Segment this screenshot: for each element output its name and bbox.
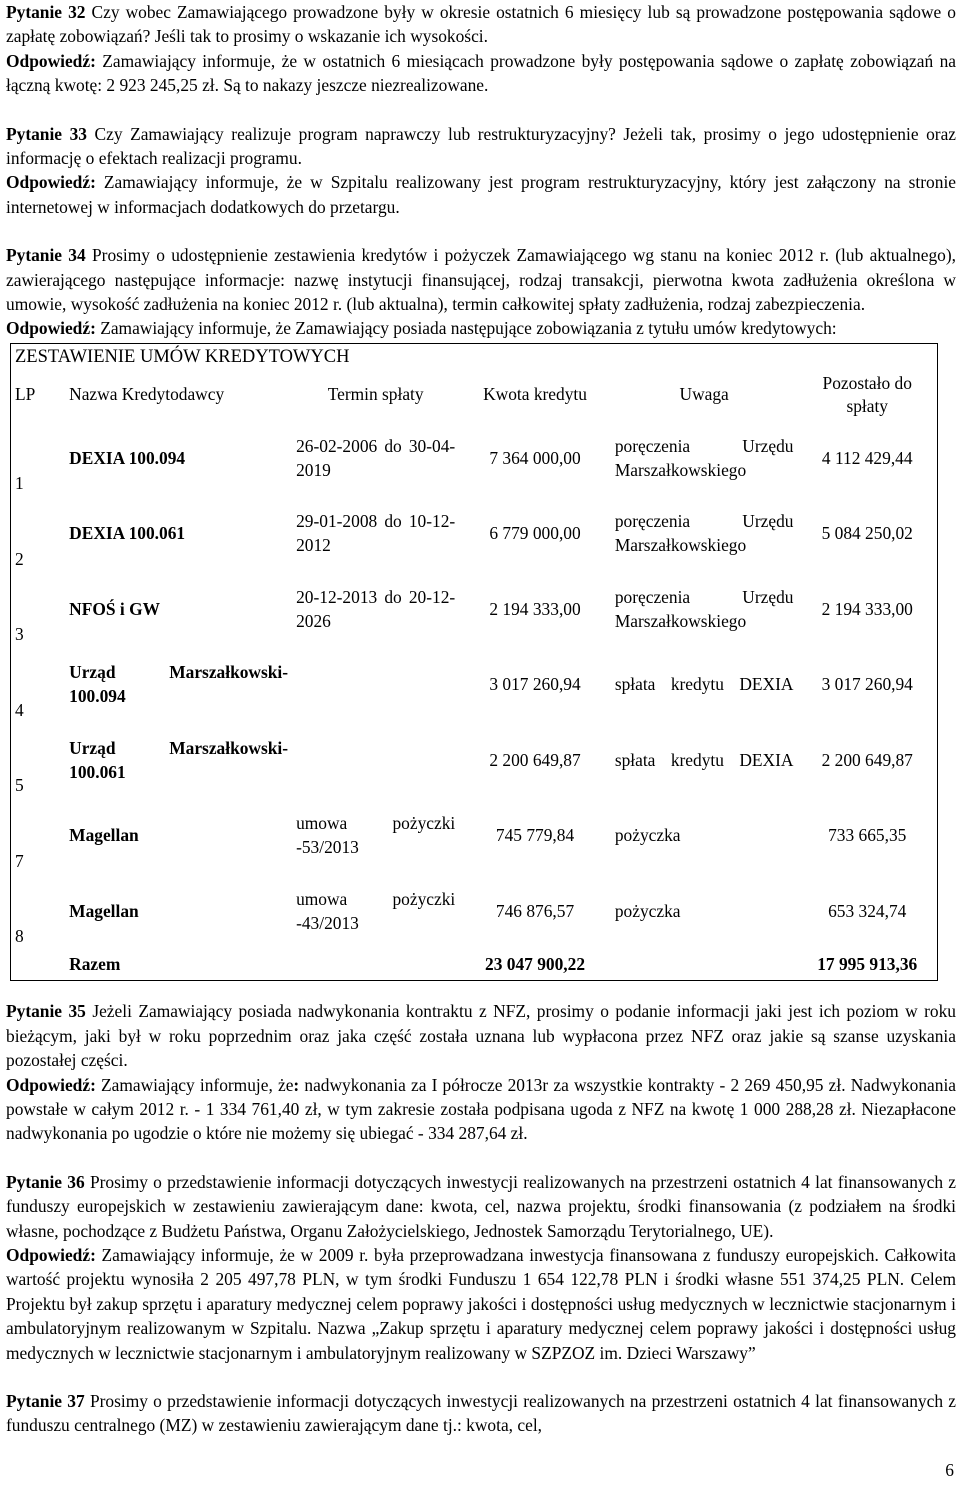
row-amount: 745 779,84 xyxy=(495,825,575,846)
row-note: spłata kredytu DEXIA xyxy=(614,674,794,695)
row-lp: 2 xyxy=(15,548,24,569)
answer-label: Odpowiedź: xyxy=(6,1245,96,1266)
row-name: DEXIA 100.061 xyxy=(69,523,186,544)
answer-label: Odpowiedź: xyxy=(6,318,96,339)
document-page xyxy=(6,0,956,1438)
answer-33 xyxy=(6,170,956,219)
row-remaining: 653 324,74 xyxy=(828,900,907,921)
question-label: Pytanie 33 xyxy=(6,123,87,144)
row-term: umowa pożyczki -43/2013 xyxy=(296,888,456,933)
row-note: poręczenia Urzędu Marszałkowskiego xyxy=(614,511,794,556)
question-label: Pytanie 36 xyxy=(6,1171,85,1192)
table-row xyxy=(11,571,938,647)
answer-text: Zamawiający informuje, że w 2009 r. była przeprowadzana inwestycja finansowana z funduszy europejskich. Całkowita wartość projektu wynosiła 2 205 497,78 PLN, w tym środki Funduszu 1 654 122,78 PLN i środki własne 551 374,25 PLN. Celem Projektu był zakup sprzętu i aparatury medycznej celem poprawy jakości i dostępności usług medycznych w lecznictwie stacjonarnym i ambulatoryjnym realizowanym w Szpitalu. Nazwa „Zakup sprzętu i aparatury medycznej celem poprawy jakości i dostępności usług medycznych w lecznictwie stacjonarnym i ambulatoryjnym realizowany w SZPZOZ im. Dzieci Warszawy” xyxy=(6,1245,956,1363)
question-text: Czy Zamawiający realizuje program naprawczy lub restrukturyzacyjny? Jeżeli tak, prosimy o jego udostępnienie oraz informację o efektach realizacji programu. xyxy=(6,123,957,169)
question-33 xyxy=(6,122,956,171)
header-remaining: Pozostało do spłaty xyxy=(822,372,912,416)
row-amount: 2 200 649,87 xyxy=(489,749,581,770)
question-label: Pytanie 32 xyxy=(6,2,86,22)
row-lp: 5 xyxy=(15,775,24,796)
row-remaining: 733 665,35 xyxy=(828,825,907,846)
answer-text: Zamawiający informuje, że xyxy=(95,1074,294,1095)
answer-colon: : xyxy=(293,1074,300,1095)
row-amount: 7 364 000,00 xyxy=(489,447,581,468)
question-text: Czy wobec Zamawiającego prowadzone były w okresie ostatnich 6 miesięcy lub są prowadzone postępowania sądowe o zapłatę zobowiązań? Jeśli tak to prosimy o wskazanie ich wysokości. xyxy=(6,2,956,47)
answer-35 xyxy=(6,1073,956,1146)
table-title: ZESTAWIENIE UMÓW KREDYTOWYCH xyxy=(15,346,350,367)
question-label: Pytanie 34 xyxy=(6,245,86,266)
row-name: Magellan xyxy=(69,825,139,846)
row-remaining: 3 017 260,94 xyxy=(821,674,913,695)
row-term: 29-01-2008 do 10-12-2012 xyxy=(296,511,456,556)
total-amount: 23 047 900,22 xyxy=(485,954,586,975)
table-row xyxy=(11,646,938,722)
question-35 xyxy=(6,999,956,1072)
row-name: Urząd Marszałkowski-100.094 xyxy=(69,662,289,707)
answer-text: Zamawiający informuje, że w ostatnich 6 miesiącach prowadzone były postępowania sądowe o zapłatę zobowiązań na łączną kwotę: 2 923 245,25 zł. Są to nakazy jeszcze niezrealizowane. xyxy=(6,50,956,96)
header-note: Uwaga xyxy=(679,384,729,405)
answer-text: Zamawiający informuje, że w Szpitalu realizowany jest program restrukturyzacyjny, który jest załączony na stronie internetowej w informacjach dodatkowych do przetargu. xyxy=(6,172,956,217)
answer-label: Odpowiedź: xyxy=(6,50,96,71)
question-text: Prosimy o przedstawienie informacji dotyczących inwestycji realizowanych na przestrzeni ostatnich 4 lat finansowanych z funduszu centralnego (MZ) w zestawieniu zawierającym dane tj.: kwota, cel, xyxy=(6,1391,956,1436)
row-remaining: 5 084 250,02 xyxy=(821,523,913,544)
answer-32 xyxy=(6,49,956,98)
row-remaining: 4 112 429,44 xyxy=(821,447,913,468)
row-name: NFOŚ i GW xyxy=(69,598,160,619)
question-label: Pytanie 35 xyxy=(6,1001,86,1022)
answer-label: Odpowiedź: xyxy=(6,172,96,193)
header-term: Termin spłaty xyxy=(327,384,424,405)
header-amount: Kwota kredytu xyxy=(483,384,587,405)
row-amount: 3 017 260,94 xyxy=(489,674,581,695)
question-text: Jeżeli Zamawiający posiada nadwykonania kontraktu z NFZ, prosimy o podanie informacji jaki jest ich poziom w roku bieżącym, jaki był w roku poprzednim oraz jaka część została uznana lub wypłacona przez NFZ oraz jakie są szanse uzyskania pozostałej części. xyxy=(6,1001,957,1071)
table-row xyxy=(11,797,938,873)
row-remaining: 2 194 333,00 xyxy=(821,598,913,619)
question-37 xyxy=(6,1389,956,1438)
question-32 xyxy=(6,0,956,49)
row-note: pożyczka xyxy=(614,900,681,921)
row-note: spłata kredytu DEXIA xyxy=(614,749,794,770)
question-text: Prosimy o udostępnienie zestawienia kredytów i pożyczek Zamawiającego wg stanu na koniec 2012 r. (lub aktualnego), zawierającego następujące informacje: nazwę instytucji finansującej, rodzaj transakcji, pierwotna kwota zadłużenia określona w umowie, wysokość zadłużenia na koniec 2012 r. (lub aktualna), termin całkowitej spłaty zadłużenia, rodzaj zabezpieczenia. xyxy=(6,245,957,315)
row-term xyxy=(292,646,459,722)
row-note: pożyczka xyxy=(614,825,681,846)
credits-table xyxy=(10,343,938,982)
answer-34 xyxy=(6,316,956,340)
row-lp: 4 xyxy=(15,699,24,720)
row-amount: 746 876,57 xyxy=(495,900,575,921)
table-total-row xyxy=(11,948,938,981)
answer-text: Zamawiający informuje, że Zamawiający posiada następujące zobowiązania z tytułu umów kredytowych: xyxy=(95,318,837,339)
row-term: 26-02-2006 do 30-04-2019 xyxy=(296,435,456,480)
row-term: 20-12-2013 do 20-12-2026 xyxy=(296,586,456,631)
question-text: Prosimy o przedstawienie informacji dotyczących inwestycji realizowanych na przestrzeni ostatnich 4 lat finansowanych z funduszy europejskich w zestawieniu zawierającym dane: kwota, cel, nazwa projektu, środki finansowania (z podziałem na środki własne, pochodzące z Budżetu Państwa, Organu Założycielskiego, Jednostek Samorządu Terytorialnego, UE). xyxy=(6,1171,956,1241)
answer-text: nadwykonania za I półrocze 2013r za wszystkie kontrakty - 2 269 450,95 zł. Nadwykonania powstałe w całym 2012 r. - 1 334 761,40 zł, w tym zakresie została podpisana ugoda z NFZ na kwotę 1 000 288,28 zł. Niezapłacone nadwykonania po ugodzie o które nie możemy się ubiegać - 334 287,64 zł. xyxy=(6,1074,956,1144)
row-lp: 3 xyxy=(15,624,24,645)
total-remaining: 17 995 913,36 xyxy=(817,954,918,975)
row-note: poręczenia Urzędu Marszałkowskiego xyxy=(614,586,794,631)
header-lp: LP xyxy=(15,384,36,405)
total-label: Razem xyxy=(69,954,121,975)
question-36 xyxy=(6,1170,956,1243)
row-term xyxy=(292,722,459,798)
question-label: Pytanie 37 xyxy=(6,1391,85,1412)
answer-label: Odpowiedź: xyxy=(6,1074,96,1095)
row-amount: 2 194 333,00 xyxy=(489,598,581,619)
row-name: Magellan xyxy=(69,900,139,921)
table-row xyxy=(11,420,938,496)
question-34 xyxy=(6,243,956,316)
row-amount: 6 779 000,00 xyxy=(489,523,581,544)
row-lp: 7 xyxy=(15,850,24,871)
header-name: Nazwa Kredytodawcy xyxy=(69,384,225,405)
table-row xyxy=(11,495,938,571)
answer-36 xyxy=(6,1243,956,1365)
row-remaining: 2 200 649,87 xyxy=(821,749,913,770)
table-row xyxy=(11,873,938,949)
row-term: umowa pożyczki -53/2013 xyxy=(296,813,456,858)
row-name: Urząd Marszałkowski-100.061 xyxy=(69,737,289,782)
row-lp: 1 xyxy=(15,473,24,494)
table-header-row xyxy=(11,370,938,420)
table-row xyxy=(11,722,938,798)
row-name: DEXIA 100.094 xyxy=(69,447,186,468)
row-note: poręczenia Urzędu Marszałkowskiego xyxy=(614,435,794,480)
row-lp: 8 xyxy=(15,926,24,947)
page-number: 6 xyxy=(945,1460,954,1480)
